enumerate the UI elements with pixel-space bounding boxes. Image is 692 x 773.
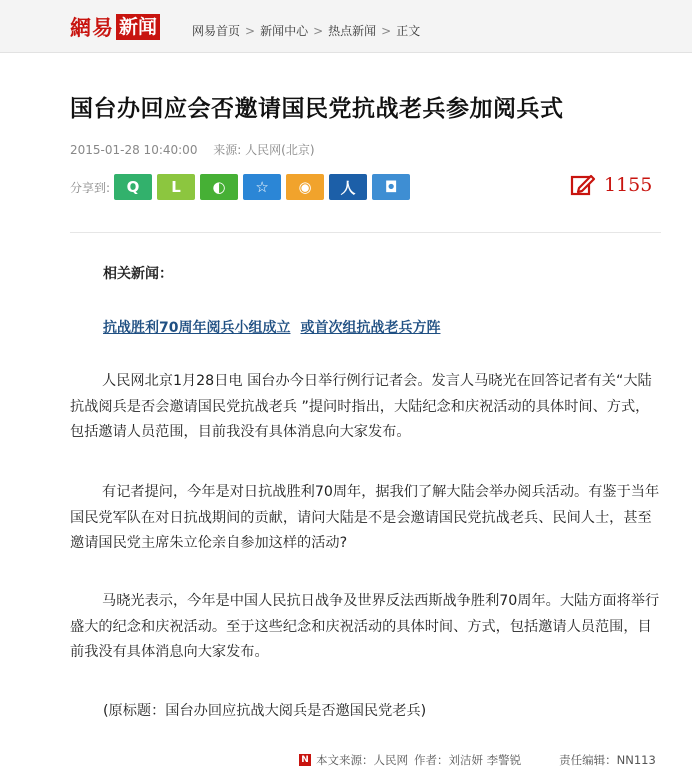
chevron-right-icon: >: [381, 23, 392, 38]
article-paragraph: 人民网北京1月28日电 国台办今日举行例行记者会。发言人马晓光在回答记者有关“大陆抗战阅兵是否会邀请国民党抗战老兵 ”提问时指出，大陆纪念和庆祝活动的具体时间、方式，包括邀请人员范围，目前我没有具体消息向大家发布。: [70, 373, 652, 440]
share-qq-favorites-button[interactable]: ☆: [243, 174, 281, 200]
share-wechat-button[interactable]: ◐: [200, 174, 238, 200]
chevron-right-icon: >: [245, 23, 256, 38]
article-source: 来源: 人民网(北京): [213, 143, 315, 157]
comment-count: 1155: [604, 174, 653, 196]
article-paragraph: 有记者提问，今年是对日抗战胜利70周年，据我们了解大陆会举办阅兵活动。有鉴于当年国民党军队在对日抗战期间的贡献，请问大陆是不是会邀请国民党抗战老兵、民间人士，甚至邀请国民党主席朱立伦亲自参加这样的活动?: [70, 484, 660, 551]
share-laiwang-button[interactable]: L: [157, 174, 195, 200]
breadcrumb-home[interactable]: 网易首页: [192, 24, 241, 38]
share-label: 分享到:: [70, 180, 111, 195]
related-link-part-1[interactable]: 抗战胜利70周年阅兵小组成立: [103, 320, 291, 336]
article-meta: [70, 141, 315, 158]
share-bar: [70, 174, 415, 200]
related-news-link[interactable]: [103, 317, 440, 337]
original-title: (原标题：国台办回应抗战大阅兵是否邀国民党老兵): [103, 703, 427, 719]
breadcrumb-current: 正文: [396, 24, 421, 38]
footer-author: 作者：刘洁妍 李警锐: [414, 753, 522, 767]
breadcrumb-news-center[interactable]: 新闻中心: [260, 24, 309, 38]
comment-edit-icon: [570, 172, 596, 198]
share-weibo-button[interactable]: ◉: [286, 174, 324, 200]
top-bar: [0, 0, 692, 53]
breadcrumb-hot-news[interactable]: 热点新闻: [328, 24, 377, 38]
share-renren-button[interactable]: 人: [329, 174, 367, 200]
share-yixin-button[interactable]: ◘: [372, 174, 410, 200]
logo-brand-text: 網易: [70, 15, 114, 40]
related-news-heading: 相关新闻：: [103, 266, 173, 282]
article-paragraph: 马晓光表示，今年是中国人民抗日战争及世界反法西斯战争胜利70周年。大陆方面将举行盛大的纪念和庆祝活动。至于这些纪念和庆祝活动的具体时间、方式，包括邀请人员范围，目前我没有具体消息向大家发布。: [70, 593, 660, 660]
netease-news-logo[interactable]: [70, 13, 160, 41]
footer-source: 本文来源：人民网: [316, 753, 408, 767]
netease-n-icon: N: [299, 754, 311, 766]
article-title: 国台办回应会否邀请国民党抗战老兵参加阅兵式: [70, 96, 564, 122]
breadcrumb: [192, 22, 420, 39]
logo-news-text: 新闻: [116, 14, 160, 40]
article-datetime: 2015-01-28 10:40:00: [70, 143, 198, 157]
divider: [70, 232, 661, 233]
share-qzone-button[interactable]: Q: [114, 174, 152, 200]
share-buttons: [114, 174, 415, 200]
chevron-right-icon: >: [313, 23, 324, 38]
article-footer: [299, 752, 656, 768]
footer-editor: 责任编辑：NN113: [559, 753, 656, 767]
comment-count-link[interactable]: [570, 172, 652, 198]
related-link-part-2[interactable]: 或首次组抗战老兵方阵: [300, 320, 441, 336]
